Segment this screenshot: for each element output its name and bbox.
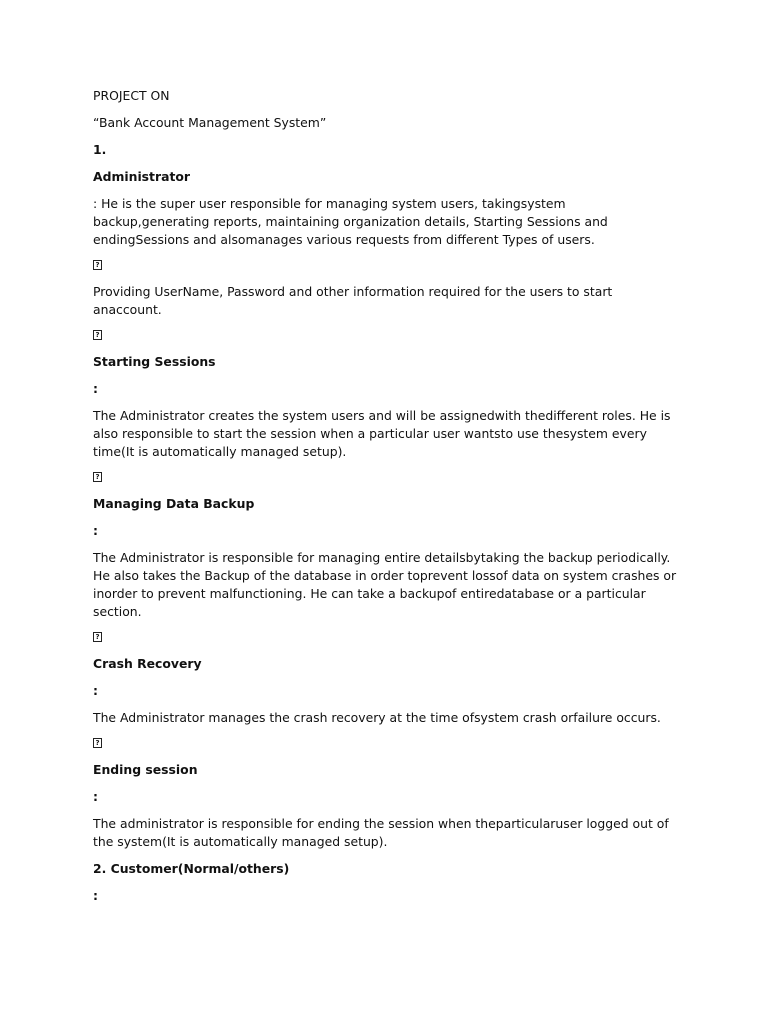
title-line: PROJECT ON [93,88,170,103]
managing-backup-heading: Managing Data Backup [93,496,255,511]
bullet-placeholder-icon: ? [93,632,102,642]
bullet-placeholder-icon: ? [93,330,102,340]
starting-sessions-heading: Starting Sessions [93,354,216,369]
section-2-heading: 2. Customer(Normal/others) [93,861,290,876]
ending-session-heading: Ending session [93,762,198,777]
crash-recovery-colon: : [93,683,98,698]
managing-backup-colon: : [93,523,98,538]
crash-recovery-heading: Crash Recovery [93,656,202,671]
bullet-placeholder-icon: ? [93,472,102,482]
managing-backup-paragraph: The Administrator is responsible for managing entire detailsbytaking the backup periodically. He also takes the Backup of the database in order toprevent lossof data on system crashes or inorder to prevent malfunctioning. He can take a backupof entiredatabase or a particular section. [93,550,677,619]
crash-recovery-paragraph: The Administrator manages the crash recovery at the time ofsystem crash orfailure occurs. [93,710,661,725]
section-1-role-heading: Administrator [93,169,191,184]
providing-paragraph: Providing UserName, Password and other information required for the users to start anaccount. [93,284,613,317]
starting-sessions-colon: : [93,381,98,396]
section-1-number: 1. [93,142,107,157]
bullet-placeholder-icon: ? [93,738,102,748]
project-name: “Bank Account Management System” [93,115,327,130]
ending-session-colon: : [93,789,98,804]
section-2-colon: : [93,888,98,903]
starting-sessions-paragraph: The Administrator creates the system users and will be assignedwith thedifferent roles. He is also responsible to start the session when a particular user wantsto use thesystem every time(It is automatically managed setup). [93,408,671,459]
bullet-placeholder-icon: ? [93,260,102,270]
ending-session-paragraph: The administrator is responsible for ending the session when theparticularuser logged out of the system(It is automatically managed setup). [93,816,669,849]
admin-intro-paragraph: : He is the super user responsible for managing system users, takingsystem backup,generating reports, maintaining organization details, Starting Sessions and endingSessions and alsomanages various requests from different Types of users. [93,196,608,247]
document-body [93,87,683,914]
